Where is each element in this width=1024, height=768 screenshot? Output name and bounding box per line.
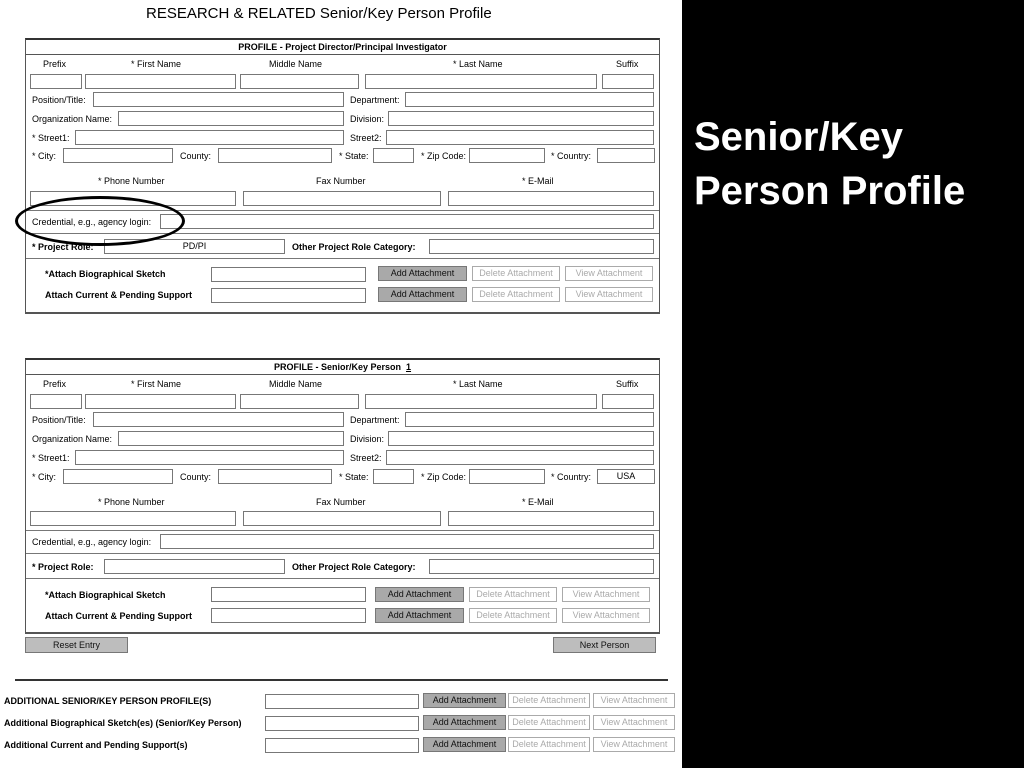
add-attachment-button[interactable]: Add Attachment <box>375 587 464 602</box>
bio-sketch-label: *Attach Biographical Sketch <box>45 590 166 600</box>
additional-support-file-field[interactable] <box>265 738 419 753</box>
other-role-field[interactable] <box>429 239 654 254</box>
division-field[interactable] <box>388 111 654 126</box>
view-attachment-button[interactable]: View Attachment <box>562 608 650 623</box>
position-title-field[interactable] <box>93 412 344 427</box>
view-attachment-button[interactable]: View Attachment <box>593 693 675 708</box>
prefix-field[interactable] <box>30 394 82 409</box>
organization-name-label: Organization Name: <box>32 434 113 444</box>
current-pending-file-field[interactable] <box>211 288 366 303</box>
street1-field[interactable] <box>75 450 344 465</box>
division-field[interactable] <box>388 431 654 446</box>
street2-field[interactable] <box>386 450 654 465</box>
project-role-field[interactable] <box>104 559 285 574</box>
country-field[interactable] <box>597 148 655 163</box>
section-divider <box>15 679 668 681</box>
next-person-button[interactable]: Next Person <box>553 637 656 653</box>
add-attachment-button[interactable]: Add Attachment <box>378 287 467 302</box>
slide-title <box>694 110 965 218</box>
country-label: * Country: <box>551 472 592 482</box>
add-attachment-button[interactable]: Add Attachment <box>378 266 467 281</box>
senior-profile-header <box>26 360 659 375</box>
last-name-field[interactable] <box>365 74 597 89</box>
credential-field[interactable] <box>160 214 654 229</box>
middle-name-label: Middle Name <box>269 59 323 69</box>
additional-profiles-label: ADDITIONAL SENIOR/KEY PERSON PROFILE(S) <box>4 696 212 706</box>
add-attachment-button[interactable]: Add Attachment <box>423 715 506 730</box>
state-label: * State: <box>339 151 369 161</box>
city-label: * City: <box>32 472 57 482</box>
organization-name-label: Organization Name: <box>32 114 113 124</box>
current-pending-file-field[interactable] <box>211 608 366 623</box>
street2-label: Street2: <box>350 133 382 143</box>
pd-profile-header: PROFILE - Project Director/Principal Investigator <box>26 40 659 55</box>
additional-bio-label: Additional Biographical Sketch(es) (Senior/Key Person) <box>4 718 242 728</box>
divider <box>26 553 659 554</box>
bio-sketch-file-field[interactable] <box>211 267 366 282</box>
additional-bio-file-field[interactable] <box>265 716 419 731</box>
suffix-label: Suffix <box>616 59 639 69</box>
email-label: * E-Mail <box>522 176 554 186</box>
credential-highlight-circle <box>15 196 185 246</box>
fax-field[interactable] <box>243 511 441 526</box>
department-field[interactable] <box>405 412 654 427</box>
middle-name-field[interactable] <box>240 74 359 89</box>
street2-field[interactable] <box>386 130 654 145</box>
suffix-field[interactable] <box>602 74 654 89</box>
street1-field[interactable] <box>75 130 344 145</box>
fax-label: Fax Number <box>316 176 366 186</box>
country-label: * Country: <box>551 151 592 161</box>
senior-profile-header-text: PROFILE - Senior/Key Person <box>273 362 401 372</box>
divider <box>26 578 659 579</box>
divider <box>26 258 659 259</box>
organization-name-field[interactable] <box>118 111 344 126</box>
street1-label: * Street1: <box>32 133 70 143</box>
first-name-field[interactable] <box>85 394 236 409</box>
zip-code-label: * Zip Code: <box>421 472 467 482</box>
credential-label: Credential, e.g., agency login: <box>32 217 152 227</box>
delete-attachment-button[interactable]: Delete Attachment <box>469 587 557 602</box>
delete-attachment-button[interactable]: Delete Attachment <box>469 608 557 623</box>
state-field[interactable] <box>373 148 414 163</box>
division-label: Division: <box>350 114 385 124</box>
view-attachment-button[interactable]: View Attachment <box>565 287 653 302</box>
delete-attachment-button[interactable]: Delete Attachment <box>472 266 560 281</box>
delete-attachment-button[interactable]: Delete Attachment <box>508 693 590 708</box>
first-name-label: * First Name <box>131 59 182 69</box>
current-pending-label: Attach Current & Pending Support <box>45 611 192 621</box>
middle-name-label: Middle Name <box>269 379 323 389</box>
delete-attachment-button[interactable]: Delete Attachment <box>508 715 590 730</box>
email-label: * E-Mail <box>522 497 554 507</box>
fax-field[interactable] <box>243 191 441 206</box>
add-attachment-button[interactable]: Add Attachment <box>423 693 506 708</box>
view-attachment-button[interactable]: View Attachment <box>593 715 675 730</box>
first-name-label: * First Name <box>131 379 182 389</box>
prefix-label: Prefix <box>43 59 67 69</box>
page-title: RESEARCH & RELATED Senior/Key Person Profile <box>146 5 492 22</box>
other-role-field[interactable] <box>429 559 654 574</box>
suffix-field[interactable] <box>602 394 654 409</box>
department-field[interactable] <box>405 92 654 107</box>
credential-field[interactable] <box>160 534 654 549</box>
other-role-label: Other Project Role Category: <box>292 562 416 572</box>
view-attachment-button[interactable]: View Attachment <box>565 266 653 281</box>
first-name-field[interactable] <box>85 74 236 89</box>
email-field[interactable] <box>448 511 654 526</box>
city-field[interactable] <box>63 469 173 484</box>
phone-label: * Phone Number <box>98 497 165 507</box>
department-label: Department: <box>350 415 400 425</box>
person-number: 1 <box>406 362 412 372</box>
zip-code-field[interactable] <box>469 469 545 484</box>
state-label: * State: <box>339 472 369 482</box>
slide-title-line2: Person Profile <box>694 169 966 213</box>
division-label: Division: <box>350 434 385 444</box>
project-role-label: * Project Role: <box>32 242 94 252</box>
slide-title-line1: Senior/Key <box>694 115 903 159</box>
delete-attachment-button[interactable]: Delete Attachment <box>508 737 590 752</box>
county-label: County: <box>180 472 212 482</box>
divider <box>26 530 659 531</box>
department-label: Department: <box>350 95 400 105</box>
add-attachment-button[interactable]: Add Attachment <box>375 608 464 623</box>
view-attachment-button[interactable]: View Attachment <box>562 587 650 602</box>
additional-support-label: Additional Current and Pending Support(s) <box>4 740 188 750</box>
zip-code-field[interactable] <box>469 148 545 163</box>
bio-sketch-file-field[interactable] <box>211 587 366 602</box>
city-field[interactable] <box>63 148 173 163</box>
phone-field[interactable] <box>30 511 236 526</box>
middle-name-field[interactable] <box>240 394 359 409</box>
street1-label: * Street1: <box>32 453 70 463</box>
project-role-label: * Project Role: <box>32 562 94 572</box>
prefix-field[interactable] <box>30 74 82 89</box>
street2-label: Street2: <box>350 453 382 463</box>
view-attachment-button[interactable]: View Attachment <box>593 737 675 752</box>
additional-profiles-file-field[interactable] <box>265 694 419 709</box>
reset-entry-button[interactable]: Reset Entry <box>25 637 128 653</box>
prefix-label: Prefix <box>43 379 67 389</box>
other-role-label: Other Project Role Category: <box>292 242 416 252</box>
county-field[interactable] <box>218 148 332 163</box>
position-title-field[interactable] <box>93 92 344 107</box>
email-field[interactable] <box>448 191 654 206</box>
country-field[interactable]: USA <box>597 469 655 484</box>
state-field[interactable] <box>373 469 414 484</box>
last-name-label: * Last Name <box>453 59 503 69</box>
credential-label: Credential, e.g., agency login: <box>32 537 152 547</box>
delete-attachment-button[interactable]: Delete Attachment <box>472 287 560 302</box>
current-pending-label: Attach Current & Pending Support <box>45 290 192 300</box>
county-label: County: <box>180 151 212 161</box>
bio-sketch-label: *Attach Biographical Sketch <box>45 269 166 279</box>
last-name-label: * Last Name <box>453 379 503 389</box>
add-attachment-button[interactable]: Add Attachment <box>423 737 506 752</box>
phone-label: * Phone Number <box>98 176 165 186</box>
fax-label: Fax Number <box>316 497 366 507</box>
last-name-field[interactable] <box>365 394 597 409</box>
zip-code-label: * Zip Code: <box>421 151 467 161</box>
organization-name-field[interactable] <box>118 431 344 446</box>
city-label: * City: <box>32 151 57 161</box>
county-field[interactable] <box>218 469 332 484</box>
project-role-field[interactable]: PD/PI <box>104 239 285 254</box>
suffix-label: Suffix <box>616 379 639 389</box>
position-title-label: Position/Title: <box>32 95 86 105</box>
position-title-label: Position/Title: <box>32 415 86 425</box>
